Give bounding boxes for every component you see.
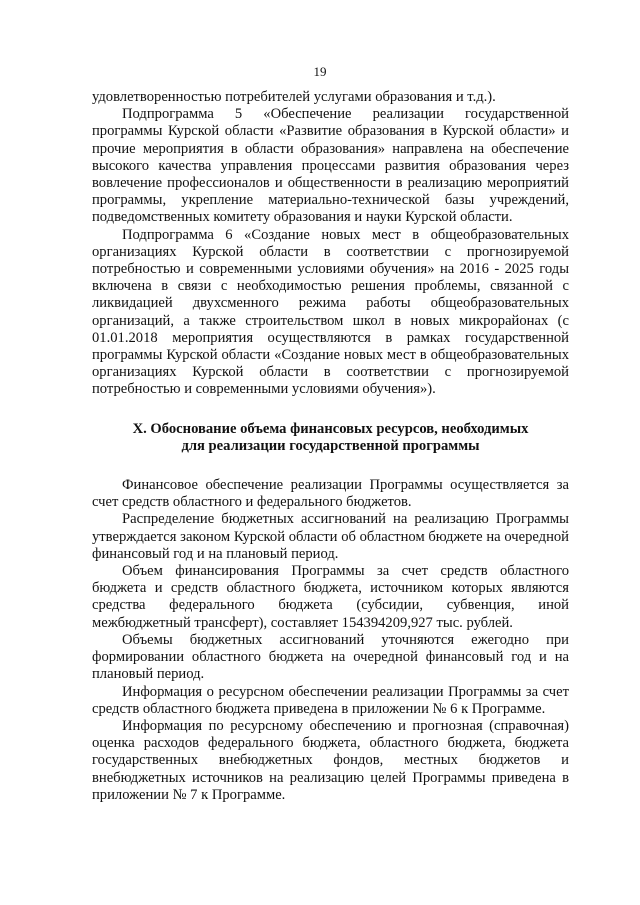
finance-paragraph-5: Информация о ресурсном обеспечении реализации Программы за счет средств областного бюджета приведена в приложении № 6 к Программе. — [92, 683, 569, 717]
page-number: 19 — [313, 64, 327, 79]
finance-paragraph-3: Объем финансирования Программы за счет средств областного бюджета и средств областного бюджета, источником которых являются средства федерального бюджета (субсидии, субвенция, иной межбюджетный трансферт), составляет 154394209,927 тыс. рублей. — [92, 563, 569, 631]
finance-paragraph-4: Объемы бюджетных ассигнований уточняются ежегодно при формировании областного бюджета на очередной финансовый год и на плановый период. — [92, 631, 569, 683]
finance-paragraph-1: Финансовое обеспечение реализации Программы осуществляется за счет средств областного и федерального бюджетов. — [92, 477, 569, 511]
finance-paragraph-6: Информация по ресурсному обеспечению и прогнозная (справочная) оценка расходов федерального бюджета, областного бюджета, бюджета государственных внебюджетных фондов, местных бюджетов и внебюджетных источников на реализацию целей Программы приведена в приложении № 7 к Программе. — [92, 717, 569, 803]
subprogram-6-paragraph: Подпрограмма 6 «Создание новых мест в общеобразовательных организациях Курской области в соответствии с прогнозируемой потребностью и современными условиями обучения» на 2016 - 2025 годы включена в связи с необходимостью решения проблемы, связанной с ликвидацией двухсменного режима работы общеобразовательных организаций, а также строительством школ в новых микрорайонах (с 01.01.2018 мероприятия осуществляются в рамках государственной программы Курской области «Создание новых мест в общеобразовательных организациях Курской области в соответствии с прогнозируемой потребностью и современными условиями обучения»). — [92, 226, 569, 398]
finance-paragraph-2: Распределение бюджетных ассигнований на реализацию Программы утверждается законом Курской области об областном бюджете на очередной финансовый год и на плановый период. — [92, 511, 569, 562]
section-heading-line-2: для реализации государственной программы — [181, 437, 480, 454]
section-heading-line-1: X. Обоснование объема финансовых ресурсов, необходимых — [132, 420, 529, 437]
section-heading — [92, 421, 569, 455]
subprogram-5-paragraph: Подпрограмма 5 «Обеспечение реализации государственной программы Курской области «Развитие образования в Курской области» и прочие мероприятия в области образования» направлена на обеспечение высокого качества управления процессами развития образования через вовлечение профессионалов и общественности в реализацию мероприятий программы, укрепление материально-технической базы учреждений, подведомственных комитету образования и науки Курской области. — [92, 106, 569, 226]
page-body — [92, 89, 569, 804]
intro-continuation-paragraph: удовлетворенностью потребителей услугами образования и т.д.). — [92, 89, 496, 105]
